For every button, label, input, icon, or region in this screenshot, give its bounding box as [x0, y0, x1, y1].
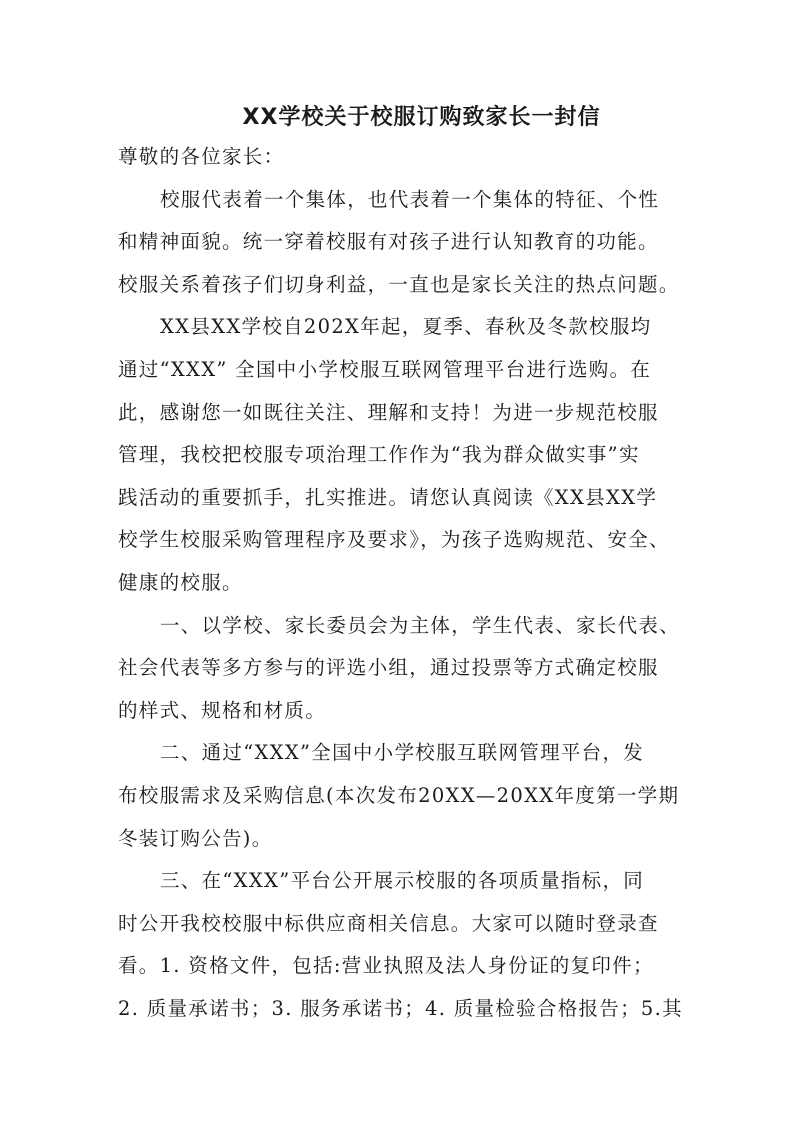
text-line: 管理，我校把校服专项治理工作作为“我为群众做实事”实: [118, 443, 640, 467]
text-line: 冬装订购公告)。: [118, 826, 273, 850]
text-line: 校服关系着孩子们切身利益，一直也是家长关注的热点问题。: [118, 272, 680, 296]
text-line: 此，感谢您一如既往关注、理解和支持！为进一步规范校服: [118, 400, 659, 424]
text-line: 社会代表等多方参与的评选小组，通过投票等方式确定校服: [118, 656, 659, 680]
text-line: 一、以学校、家长委员会为主体，学生代表、家长代表、: [160, 613, 681, 637]
text-line: 践活动的重要抓手，扎实推进。请您认真阅读《XX县XX学: [118, 485, 658, 509]
salutation: 尊敬的各位家长：: [118, 145, 285, 168]
text-line: 三、在“XXX”平台公开展示校服的各项质量指标，同: [160, 869, 645, 893]
text-line: 2. 质量承诺书；3. 服务承诺书；4. 质量检验合格报告；5.其: [118, 996, 683, 1020]
document-title: XX学校关于校服订购致家长一封信: [242, 105, 601, 130]
text-line: 时公开我校校服中标供应商相关信息。大家可以随时登录查: [118, 911, 659, 935]
letter-body: [118, 145, 690, 1039]
text-line: 和精神面貌。统一穿着校服有对孩子进行认知教育的功能。: [118, 230, 659, 254]
text-line: 健康的校服。: [118, 570, 243, 594]
text-line: 二、通过“XXX”全国中小学校服互联网管理平台，发: [160, 741, 645, 765]
text-line: 看。1. 资格文件，包括:营业执照及法人身份证的复印件；: [118, 954, 654, 978]
text-line: 的样式、规格和材质。: [118, 698, 327, 722]
text-line: XX县XX学校自202X年起，夏季、春秋及冬款校服均: [160, 315, 652, 339]
text-line: 布校服需求及采购信息(本次发布20XX—20XX年度第一学期: [118, 783, 680, 807]
text-line: 通过“XXX” 全国中小学校服互联网管理平台进行选购。在: [118, 357, 652, 381]
text-line: 校学生校服采购管理程序及要求》，为孩子选购规范、安全、: [118, 528, 670, 552]
text-line: 校服代表着一个集体，也代表着一个集体的特征、个性: [160, 187, 660, 211]
